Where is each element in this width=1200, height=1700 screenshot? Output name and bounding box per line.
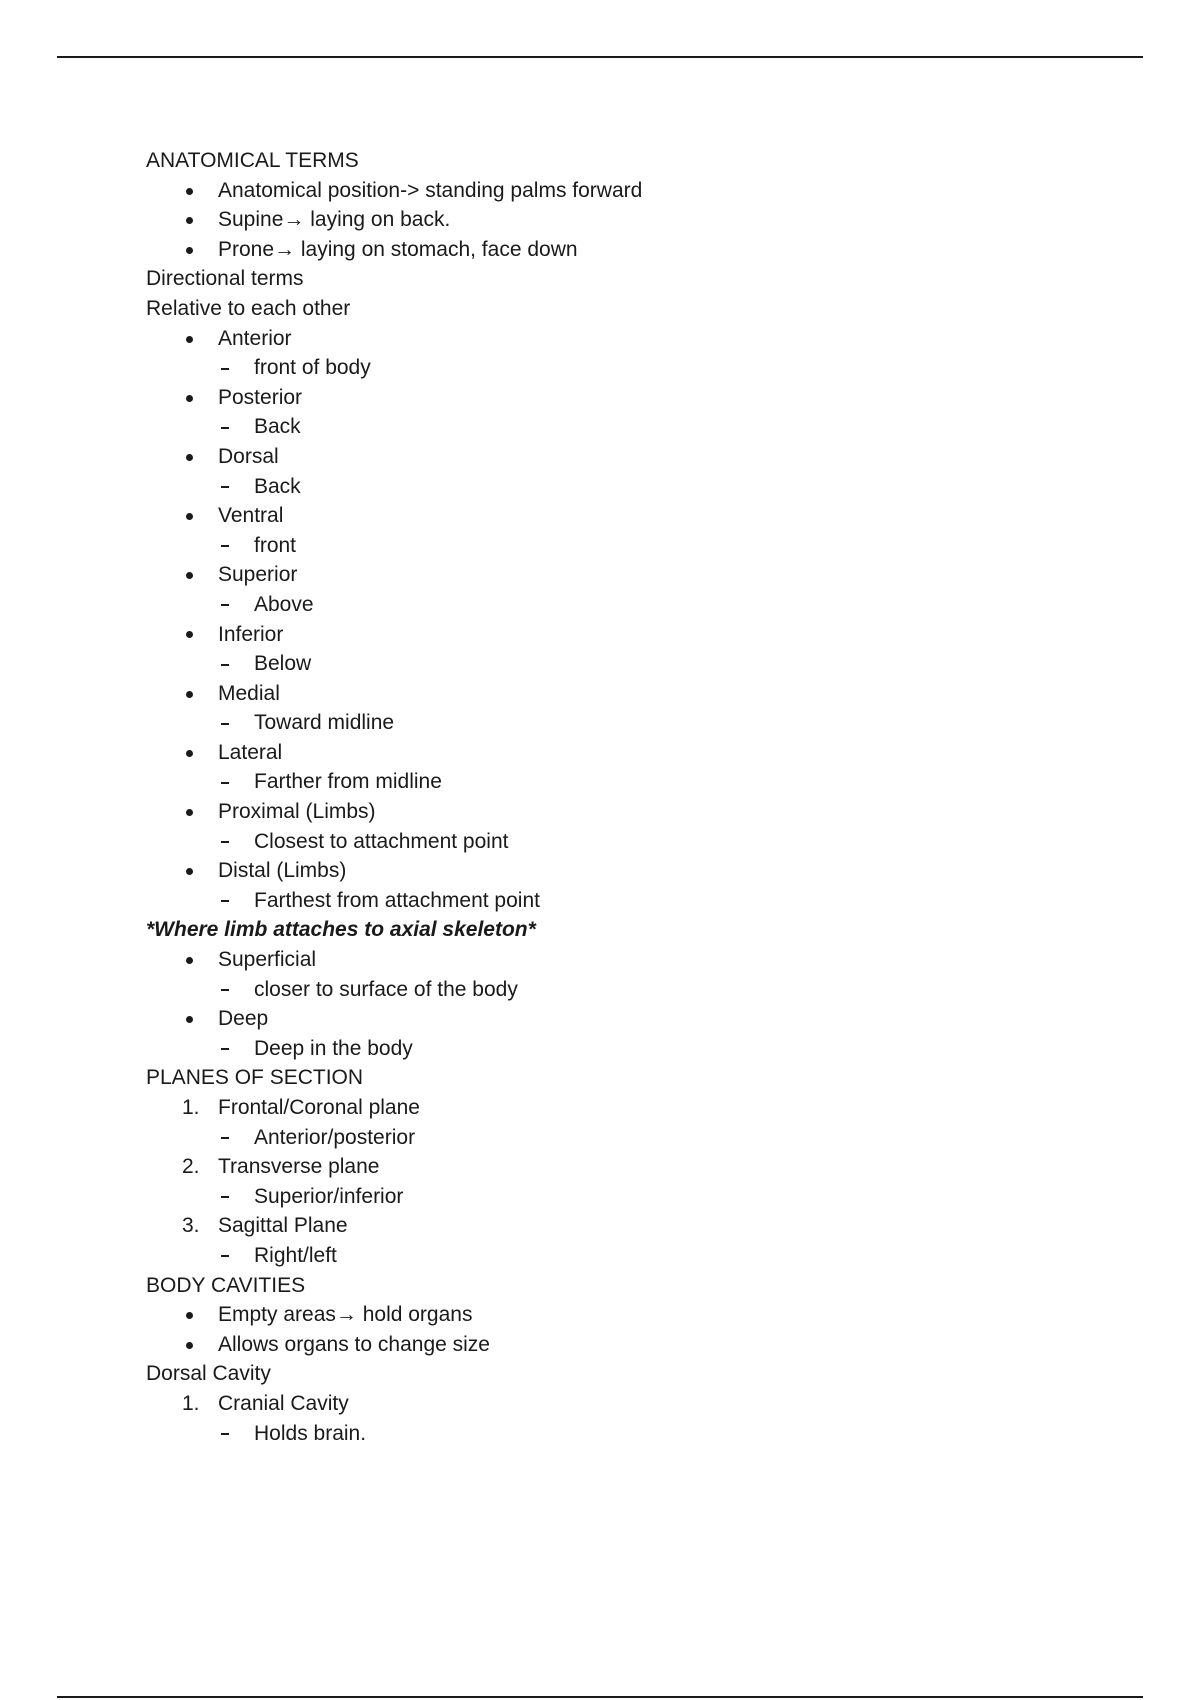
dash-mark-icon — [221, 604, 229, 606]
bullet-icon — [182, 176, 206, 206]
sub-list-item — [146, 353, 1146, 383]
line-text: Medial — [218, 681, 280, 705]
line-text: Superior — [218, 563, 298, 587]
bullet-dot-icon — [186, 454, 193, 461]
bullet-dot-icon — [186, 1016, 193, 1023]
dash-mark-icon — [221, 1255, 229, 1257]
dash-icon — [218, 412, 238, 442]
line-text: Farthest from attachment point — [254, 888, 540, 912]
line-text: Sagittal Plane — [218, 1214, 348, 1238]
bullet-dot-icon — [186, 631, 193, 638]
bullet-icon — [182, 235, 206, 265]
bullet-icon — [182, 620, 206, 650]
list-item — [146, 324, 1146, 354]
line-text: Ventral — [218, 504, 284, 528]
bullet-dot-icon — [186, 336, 193, 343]
footer-rule — [57, 1696, 1143, 1698]
sub-list-item — [146, 886, 1146, 916]
section-heading — [146, 264, 1146, 294]
bullet-icon — [182, 560, 206, 590]
bullet-icon — [182, 1330, 206, 1360]
line-text: Proximal (Limbs) — [218, 800, 376, 824]
document-body — [146, 146, 1146, 1448]
sub-list-item — [146, 767, 1146, 797]
list-item — [146, 620, 1146, 650]
list-item — [146, 1330, 1146, 1360]
bullet-icon — [182, 945, 206, 975]
sub-list-item — [146, 472, 1146, 502]
line-text: Deep in the body — [254, 1036, 413, 1060]
sub-list-item — [146, 649, 1146, 679]
line-text: Empty areas→ hold organs — [218, 1303, 473, 1327]
line-text: closer to surface of the body — [254, 977, 518, 1001]
sub-list-item — [146, 531, 1146, 561]
line-text: BODY CAVITIES — [146, 1273, 306, 1297]
sub-list-item — [146, 1123, 1146, 1153]
line-text: Allows organs to change size — [218, 1332, 490, 1356]
section-heading — [146, 146, 1146, 176]
bullet-dot-icon — [186, 1342, 193, 1349]
line-text: Superior/inferior — [254, 1184, 404, 1208]
dash-icon — [218, 886, 238, 916]
dash-icon — [218, 472, 238, 502]
list-item — [146, 679, 1146, 709]
sub-list-item — [146, 1419, 1146, 1449]
line-text: Closest to attachment point — [254, 829, 509, 853]
line-text: Frontal/Coronal plane — [218, 1096, 420, 1119]
line-text: Anatomical position-> standing palms forward — [218, 178, 643, 202]
section-heading — [146, 915, 1146, 945]
list-item — [146, 560, 1146, 590]
dash-mark-icon — [221, 723, 229, 725]
bullet-dot-icon — [186, 572, 193, 579]
sub-list-item — [146, 412, 1146, 442]
bullet-dot-icon — [186, 395, 193, 402]
sub-list-item — [146, 827, 1146, 857]
line-text: Right/left — [254, 1243, 337, 1267]
line-text: Back — [254, 474, 301, 498]
line-text: ANATOMICAL TERMS — [146, 149, 359, 172]
dash-mark-icon — [221, 545, 229, 547]
list-number: 1. — [182, 1096, 200, 1119]
dash-icon — [218, 590, 238, 620]
bullet-icon — [182, 501, 206, 531]
section-heading — [146, 1063, 1146, 1093]
dash-mark-icon — [221, 368, 229, 370]
list-item — [146, 383, 1146, 413]
section-heading — [146, 1359, 1146, 1389]
header-rule — [57, 56, 1143, 58]
line-text: Supine→ laying on back. — [218, 208, 451, 232]
list-item — [146, 1211, 1146, 1241]
line-text: Holds brain. — [254, 1421, 367, 1445]
list-item — [146, 501, 1146, 531]
line-text: Anterior/posterior — [254, 1125, 416, 1149]
line-text: Relative to each other — [146, 296, 351, 320]
dash-icon — [218, 353, 238, 383]
list-item — [146, 176, 1146, 206]
dash-mark-icon — [221, 989, 229, 991]
bullet-dot-icon — [186, 957, 193, 964]
dash-mark-icon — [221, 1196, 229, 1198]
dash-icon — [218, 975, 238, 1005]
dash-icon — [218, 1419, 238, 1449]
bullet-icon — [182, 324, 206, 354]
sub-list-item — [146, 590, 1146, 620]
dash-mark-icon — [221, 486, 229, 488]
list-item — [146, 1093, 1146, 1123]
line-text: Inferior — [218, 622, 284, 646]
list-item — [146, 1152, 1146, 1182]
dash-mark-icon — [221, 427, 229, 429]
bullet-icon — [182, 442, 206, 472]
bullet-dot-icon — [186, 1312, 193, 1319]
bullet-dot-icon — [186, 691, 193, 698]
bullet-icon — [182, 797, 206, 827]
line-text: Dorsal — [218, 444, 279, 468]
bullet-icon — [182, 1300, 206, 1330]
list-number: 1. — [182, 1391, 200, 1415]
line-text: Back — [254, 415, 301, 439]
list-item — [146, 945, 1146, 975]
list-item — [146, 856, 1146, 886]
line-text: Toward midline — [254, 711, 395, 735]
line-text: Dorsal Cavity — [146, 1362, 271, 1386]
line-text: Distal (Limbs) — [218, 859, 347, 883]
bullet-icon — [182, 205, 206, 235]
sub-list-item — [146, 1182, 1146, 1212]
bullet-icon — [182, 856, 206, 886]
sub-list-item — [146, 1034, 1146, 1064]
list-item — [146, 442, 1146, 472]
dash-mark-icon — [221, 1433, 229, 1435]
sub-list-item — [146, 708, 1146, 738]
sub-list-item — [146, 1241, 1146, 1271]
bullet-icon — [182, 383, 206, 413]
line-text: Superficial — [218, 948, 317, 972]
bullet-dot-icon — [186, 217, 193, 224]
dash-mark-icon — [221, 841, 229, 843]
bullet-icon — [182, 679, 206, 709]
list-number: 3. — [182, 1214, 200, 1238]
list-number: 2. — [182, 1155, 200, 1179]
line-text: Directional terms — [146, 267, 304, 291]
bullet-dot-icon — [186, 868, 193, 875]
line-text: Farther from midline — [254, 770, 442, 794]
dash-icon — [218, 708, 238, 738]
bullet-icon — [182, 1004, 206, 1034]
line-text: Cranial Cavity — [218, 1391, 349, 1415]
bullet-dot-icon — [186, 750, 193, 757]
list-item — [146, 1300, 1146, 1330]
line-text: Deep — [218, 1007, 269, 1031]
dash-icon — [218, 1241, 238, 1271]
line-text: Lateral — [218, 740, 283, 764]
dash-icon — [218, 1123, 238, 1153]
line-text: front — [254, 533, 297, 557]
list-item — [146, 1389, 1146, 1419]
line-text: Posterior — [218, 385, 303, 409]
list-item — [146, 205, 1146, 235]
dash-mark-icon — [221, 782, 229, 784]
dash-icon — [218, 531, 238, 561]
section-heading — [146, 294, 1146, 324]
dash-mark-icon — [221, 900, 229, 902]
sub-list-item — [146, 975, 1146, 1005]
dash-mark-icon — [221, 664, 229, 666]
line-text: Anterior — [218, 326, 292, 350]
line-text: Below — [254, 652, 312, 676]
list-item — [146, 235, 1146, 265]
bullet-icon — [182, 738, 206, 768]
list-item — [146, 1004, 1146, 1034]
dash-mark-icon — [221, 1048, 229, 1050]
bullet-dot-icon — [186, 513, 193, 520]
section-heading — [146, 1271, 1146, 1301]
line-text: Prone→ laying on stomach, face down — [218, 237, 578, 261]
dash-icon — [218, 827, 238, 857]
dash-mark-icon — [221, 1137, 229, 1139]
bullet-dot-icon — [186, 809, 193, 816]
list-item — [146, 738, 1146, 768]
bullet-dot-icon — [186, 188, 193, 195]
dash-icon — [218, 1182, 238, 1212]
line-text: PLANES OF SECTION — [146, 1066, 364, 1090]
line-text: Above — [254, 592, 314, 616]
line-text: front of body — [254, 356, 371, 380]
bullet-dot-icon — [186, 247, 193, 254]
dash-icon — [218, 767, 238, 797]
line-text: Transverse plane — [218, 1155, 380, 1179]
line-text: *Where limb attaches to axial skeleton* — [146, 918, 536, 942]
dash-icon — [218, 1034, 238, 1064]
dash-icon — [218, 649, 238, 679]
list-item — [146, 797, 1146, 827]
